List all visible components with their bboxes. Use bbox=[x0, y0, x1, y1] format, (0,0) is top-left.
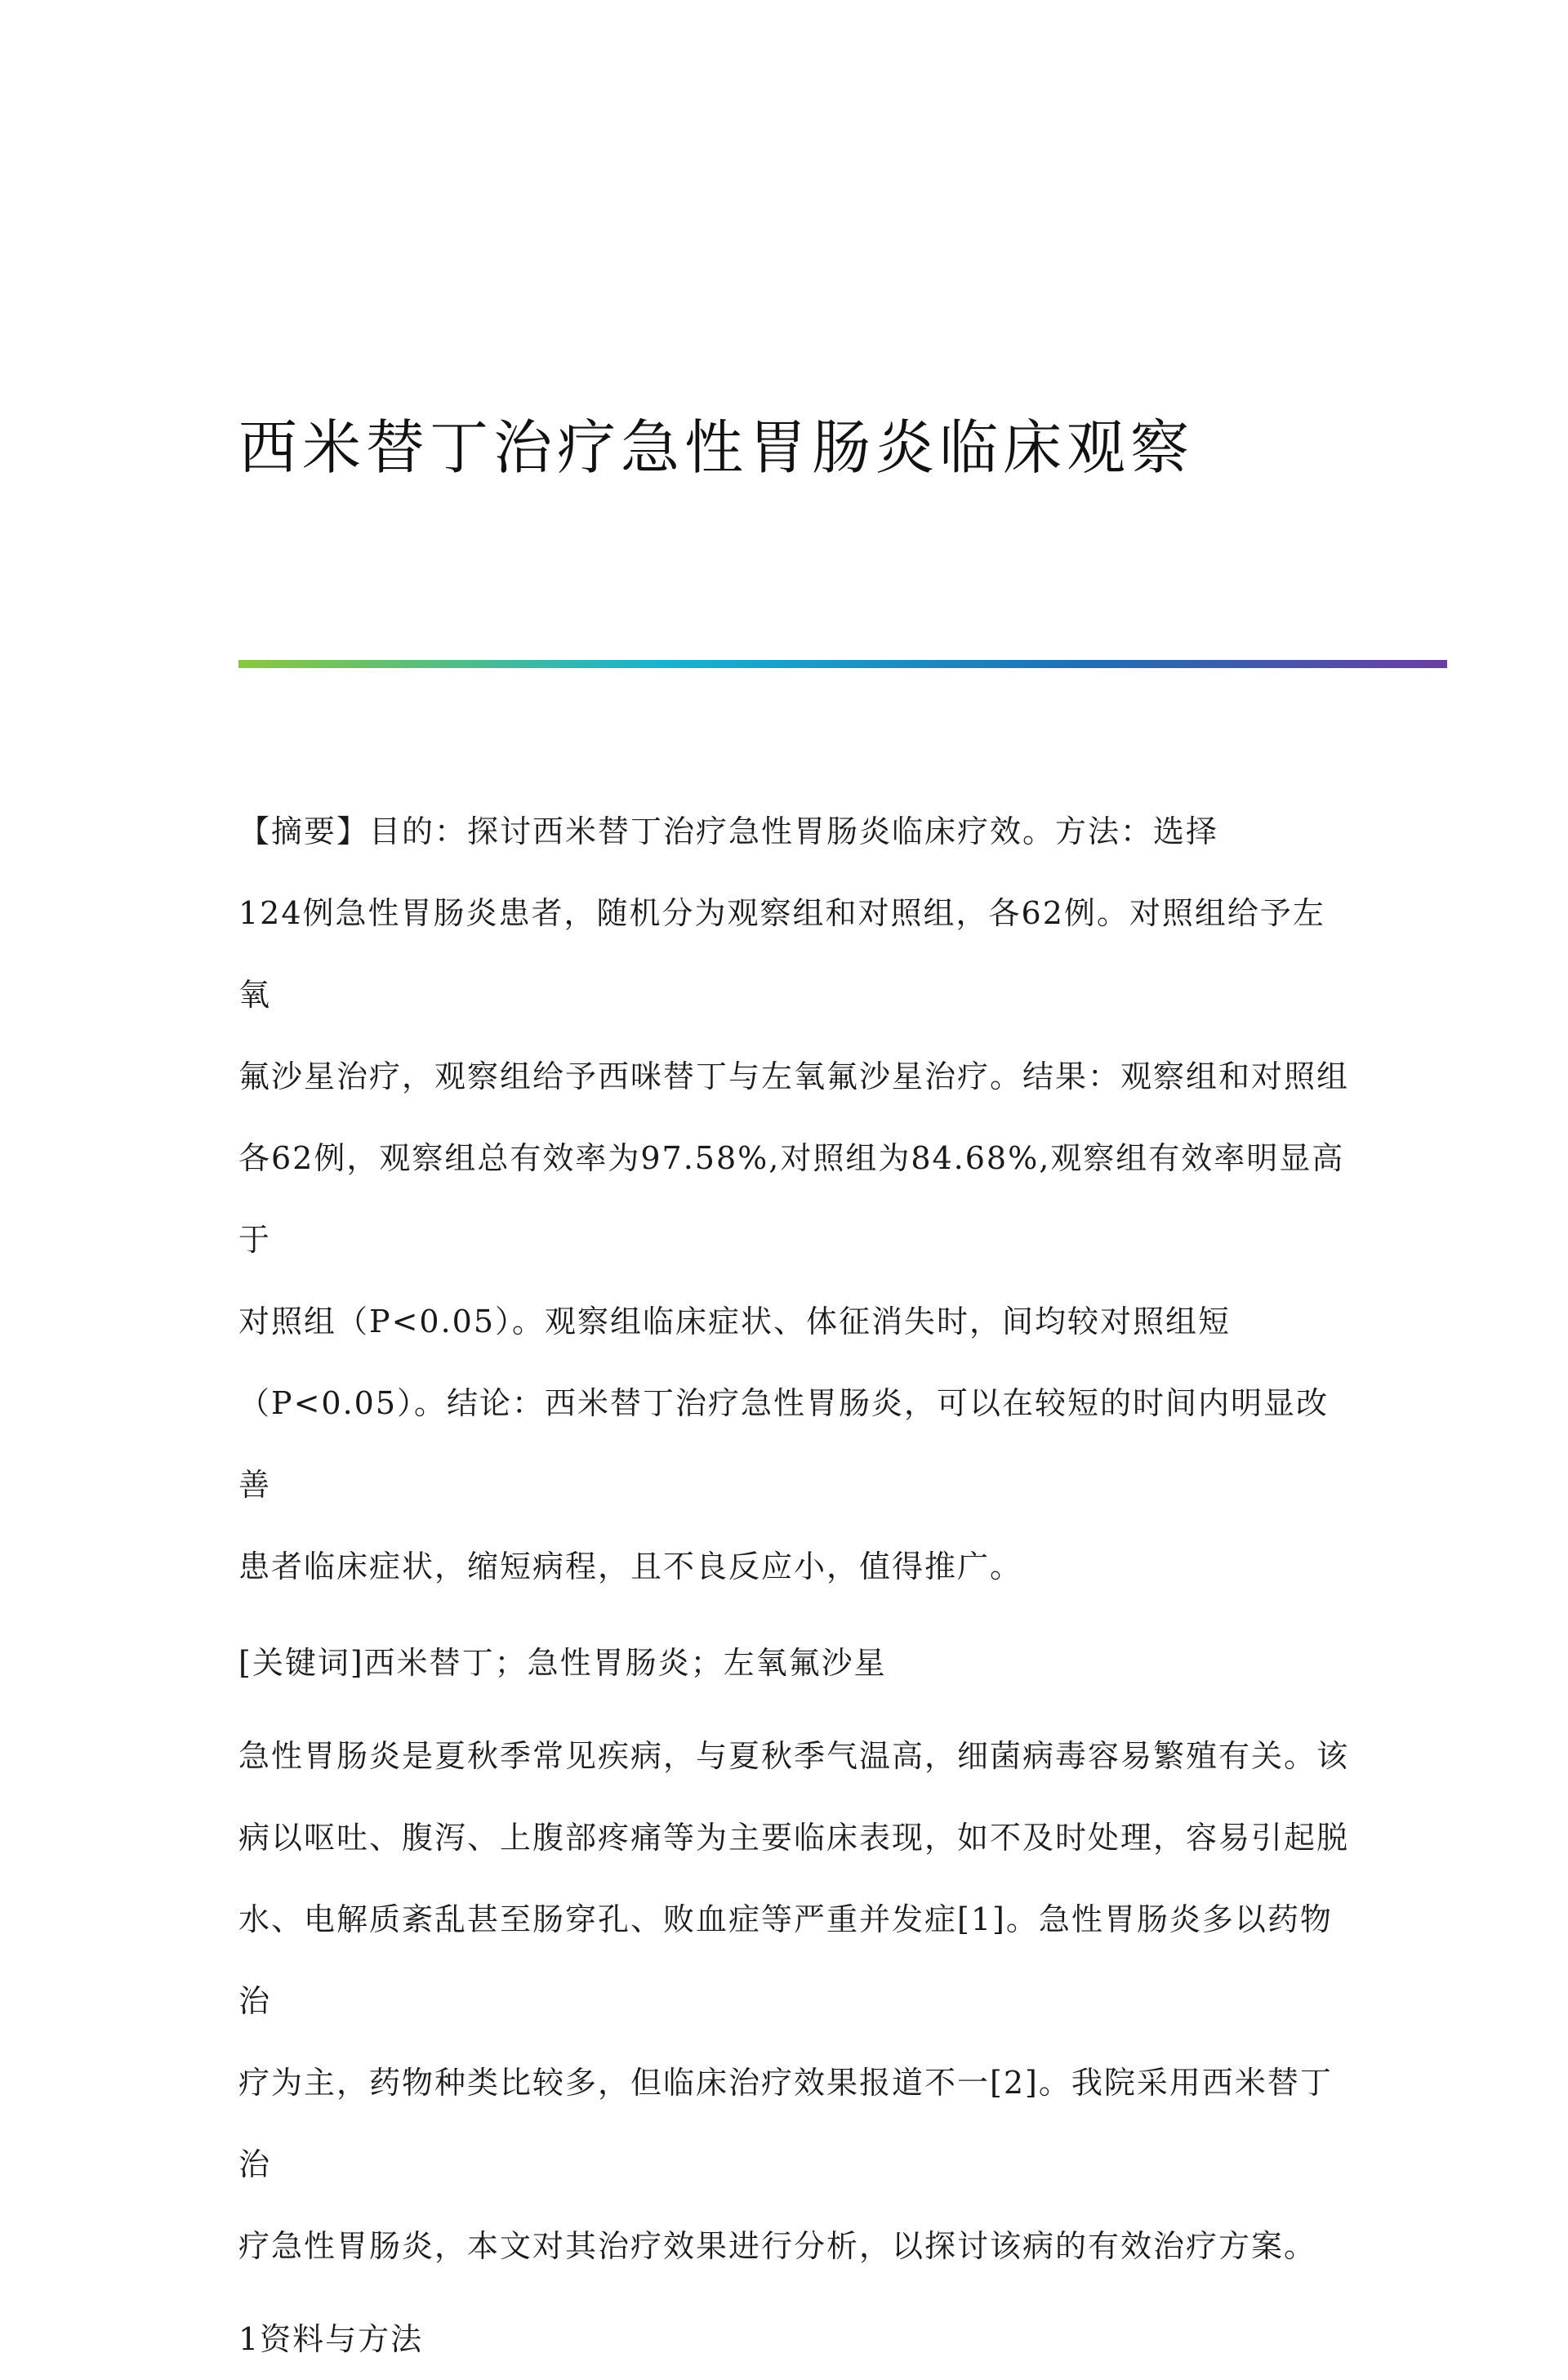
keywords-line: [关键词]西米替丁；急性胃肠炎；左氧氟沙星 bbox=[238, 1645, 887, 1681]
title-divider bbox=[238, 660, 1447, 668]
section-heading: 1资料与方法 bbox=[238, 2321, 424, 2357]
intro-paragraph: 急性胃肠炎是夏秋季常见疾病，与夏秋季气温高，细菌病毒容易繁殖有关。该 病以呕吐、腹泻、上腹部疼痛等为主要临床表现，如不及时处理，容易引起脱 水、电解质紊乱甚至肠穿孔、败血症等严重并发症[1]。急性胃肠炎多以药物治 疗为主，药物种类比较多，但临床治疗效果报道不一[2]。我院采用西米替丁治 疗急性胃肠炎，本文对其治疗效果进行分析，以探讨该病的有效治疗方案。 bbox=[238, 1738, 1350, 2264]
abstract-paragraph: 【摘要】目的：探讨西米替丁治疗急性胃肠炎临床疗效。方法：选择 124例急性胃肠炎患者，随机分为观察组和对照组，各62例。对照组给予左氧 氟沙星治疗，观察组给予西咪替丁与左氧氟沙星治疗。结果：观察组和对照组 各62例，观察组总有效率为97.58%,对照组为84.68%,观察组有效率明显高于 对照组（P<0.05）。观察组临床症状、体征消失时，间均较对照组短 （P<0.05）。结论：西米替丁治疗急性胃肠炎，可以在较短的时间内明显改善 患者临床症状，缩短病程，且不良反应小，值得推广。 bbox=[238, 813, 1350, 1584]
page-title: 西米替丁治疗急性胃肠炎临床观察 bbox=[238, 413, 1195, 483]
document-body bbox=[238, 791, 1349, 2380]
